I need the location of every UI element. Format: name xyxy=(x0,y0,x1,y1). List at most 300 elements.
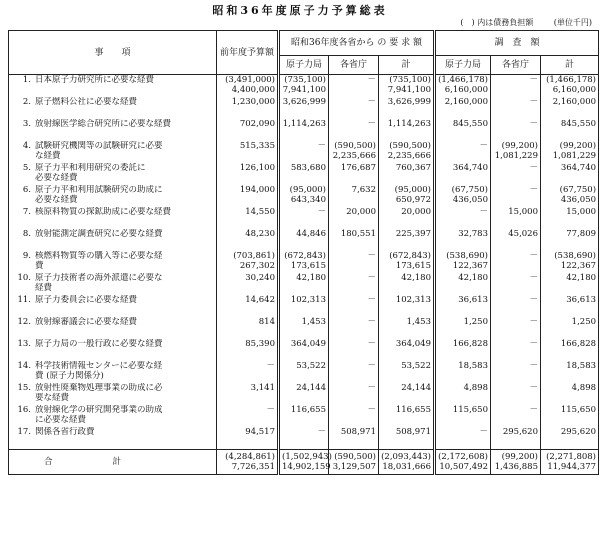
row-item xyxy=(9,405,217,427)
cell-r3 xyxy=(379,185,435,207)
cell-a1-line: 36,613 xyxy=(458,295,488,305)
cell-a3-line: (99,200) xyxy=(559,141,597,151)
cell-r3 xyxy=(379,207,435,229)
cell-a2-line: － xyxy=(529,185,538,195)
row-item-line: に必要な経費 xyxy=(35,415,87,425)
cell-r2-line: － xyxy=(367,295,376,305)
cell-a2-line: (99,200) xyxy=(501,141,538,151)
cell-prev-line: 515,335 xyxy=(239,141,275,151)
cell-a2-line: － xyxy=(529,339,538,349)
cell-a1 xyxy=(435,295,491,317)
cell-r1 xyxy=(279,405,329,427)
cell-r2 xyxy=(329,295,379,317)
cell-a1 xyxy=(435,427,491,450)
cell-a2 xyxy=(491,229,541,251)
cell-r1-line: 173,615 xyxy=(290,261,326,271)
row-item-line: な経費 xyxy=(35,151,61,161)
cell-a1 xyxy=(435,119,491,141)
cell-a2-line: 45,026 xyxy=(508,229,538,239)
row-item-text: 関係各省行政費 xyxy=(35,427,95,437)
total-a3-line: 11,944,377 xyxy=(547,462,597,472)
cell-a1-line: 122,367 xyxy=(452,261,488,271)
row-item-line xyxy=(11,317,214,327)
total-r2 xyxy=(329,450,379,475)
cell-r1-line: － xyxy=(317,427,326,437)
cell-prev-line: 194,000 xyxy=(239,185,275,195)
cell-r1 xyxy=(279,185,329,207)
row-item xyxy=(9,207,217,229)
cell-prev xyxy=(217,163,279,185)
row-item-text: 試験研究機関等の試験研究に必要 xyxy=(35,141,163,151)
table-row xyxy=(9,207,599,229)
row-item xyxy=(9,229,217,251)
cell-r2-line: 2,235,666 xyxy=(332,151,376,161)
row-item xyxy=(9,317,217,339)
cell-r3 xyxy=(379,251,435,273)
cell-r2 xyxy=(329,207,379,229)
cell-a3-line: 36,613 xyxy=(566,295,597,305)
total-prev xyxy=(217,450,279,475)
cell-a3-line: (67,750) xyxy=(559,185,597,195)
row-item xyxy=(9,75,217,98)
cell-a3-line: 364,740 xyxy=(560,163,597,173)
row-number: 13. xyxy=(17,339,31,349)
cell-r3 xyxy=(379,141,435,163)
cell-a1 xyxy=(435,185,491,207)
cell-r2-line: － xyxy=(367,383,376,393)
row-number: 16. xyxy=(17,405,31,415)
cell-r3 xyxy=(379,97,435,119)
row-item-line xyxy=(11,229,214,239)
cell-r1-line: 24,144 xyxy=(296,383,326,393)
total-r2-line: 3,129,507 xyxy=(332,462,376,472)
row-item-line xyxy=(11,273,214,283)
cell-a2 xyxy=(491,383,541,405)
row-item xyxy=(9,427,217,450)
cell-r3 xyxy=(379,361,435,383)
cell-r2-line: 180,551 xyxy=(340,229,376,239)
table-row xyxy=(9,251,599,273)
cell-a3 xyxy=(541,97,599,119)
cell-r1 xyxy=(279,383,329,405)
table-row xyxy=(9,317,599,339)
cell-r1 xyxy=(279,207,329,229)
cell-a1-line: 166,828 xyxy=(452,339,488,349)
cell-prev xyxy=(217,141,279,163)
cell-a1 xyxy=(435,405,491,427)
cell-a1-line: － xyxy=(479,207,488,217)
cell-r2 xyxy=(329,361,379,383)
row-item-text: 原子力平和利用試験研究の助成に xyxy=(35,185,163,195)
row-item-line xyxy=(11,361,214,371)
cell-a3-line: (1,466,178) xyxy=(546,75,597,85)
row-item-line xyxy=(11,163,214,173)
cell-r2-line: － xyxy=(367,273,376,283)
cell-r3 xyxy=(379,295,435,317)
cell-a1 xyxy=(435,317,491,339)
cell-a2 xyxy=(491,207,541,229)
cell-a1 xyxy=(435,383,491,405)
cell-r3-line: 1,114,263 xyxy=(387,119,431,129)
cell-prev-line: (3,491,000) xyxy=(225,75,275,85)
cell-prev xyxy=(217,75,279,98)
header-item: 事 項 xyxy=(9,31,217,75)
cell-a1-line: 2,160,000 xyxy=(444,97,488,107)
cell-prev-line: 30,240 xyxy=(245,273,275,283)
row-number: 15. xyxy=(17,383,31,393)
cell-r1 xyxy=(279,339,329,361)
cell-a2-line: － xyxy=(529,361,538,371)
total-r1-line: (1,502,943) xyxy=(282,452,332,462)
cell-r3-line: 508,971 xyxy=(395,427,431,437)
cell-r2-line: 20,000 xyxy=(346,207,376,217)
cell-r1 xyxy=(279,317,329,339)
cell-r3-line: 650,972 xyxy=(395,195,431,205)
row-item-text: 科学技術情報センターに必要な経 xyxy=(35,361,163,371)
cell-r2 xyxy=(329,317,379,339)
cell-r1-line: 42,180 xyxy=(296,273,326,283)
cell-r1-line: 44,846 xyxy=(296,229,326,239)
cell-r2 xyxy=(329,229,379,251)
cell-a3-line: 42,180 xyxy=(566,273,597,283)
row-item-text: 原子燃料公社に必要な経費 xyxy=(35,97,138,107)
cell-r2 xyxy=(329,141,379,163)
cell-r3-line: 1,453 xyxy=(406,317,431,327)
row-item-line: 費 xyxy=(35,261,44,271)
cell-r2 xyxy=(329,383,379,405)
cell-a3-line: 436,050 xyxy=(560,195,597,205)
cell-a2 xyxy=(491,163,541,185)
cell-a3-line: 115,650 xyxy=(560,405,597,415)
cell-a2 xyxy=(491,251,541,273)
row-item-line xyxy=(11,383,214,393)
cell-r1-line: 7,941,100 xyxy=(282,85,326,95)
cell-a1 xyxy=(435,273,491,295)
cell-r3-line: 760,367 xyxy=(395,163,431,173)
row-item-line xyxy=(11,405,214,415)
row-item xyxy=(9,339,217,361)
cell-r3-line: 102,313 xyxy=(395,295,431,305)
total-a1 xyxy=(435,450,491,475)
row-number: 1. xyxy=(22,75,31,85)
cell-r3-line: 2,235,666 xyxy=(387,151,431,161)
cell-a2-line: － xyxy=(529,251,538,261)
total-r3-line: (2,093,443) xyxy=(381,452,431,462)
cell-a3 xyxy=(541,427,599,450)
cell-prev xyxy=(217,229,279,251)
cell-r3-line: 24,144 xyxy=(401,383,431,393)
cell-a1-line: 32,783 xyxy=(458,229,488,239)
header-prev-budget: 前年度予算額 xyxy=(217,31,279,75)
header-request-group: 昭和36年度各省から の 要 求 額 xyxy=(279,31,435,56)
row-item xyxy=(9,119,217,141)
cell-prev-line: 267,302 xyxy=(239,261,275,271)
row-item-text: 原子力委員会に必要な経費 xyxy=(35,295,138,305)
cell-a3-line: 15,000 xyxy=(566,207,597,217)
row-item xyxy=(9,141,217,163)
row-number: 6. xyxy=(22,185,31,195)
document-title: 昭和36年度原子力予算総表 xyxy=(212,4,388,17)
cell-prev xyxy=(217,339,279,361)
row-item xyxy=(9,273,217,295)
row-item-text: 原子力平和利用研究の委託に xyxy=(35,163,146,173)
total-a2-line: (99,200) xyxy=(501,452,538,462)
cell-r1-line: 102,313 xyxy=(290,295,326,305)
cell-r1-line: － xyxy=(317,207,326,217)
cell-r3 xyxy=(379,163,435,185)
cell-r1 xyxy=(279,273,329,295)
cell-r1 xyxy=(279,97,329,119)
cell-r1 xyxy=(279,229,329,251)
cell-prev-line: 85,390 xyxy=(245,339,275,349)
cell-r3-line: 364,049 xyxy=(395,339,431,349)
header-req-genshiryoku: 原子力局 xyxy=(279,56,329,75)
cell-a2 xyxy=(491,339,541,361)
cell-r1-line: 643,340 xyxy=(290,195,326,205)
cell-a2 xyxy=(491,405,541,427)
budget-table xyxy=(8,30,599,475)
cell-r2 xyxy=(329,97,379,119)
cell-a3-line: 1,081,229 xyxy=(552,151,597,161)
table-row xyxy=(9,141,599,163)
header-adj-kakusho: 各省庁 xyxy=(491,56,541,75)
cell-prev xyxy=(217,317,279,339)
cell-a2-line: － xyxy=(529,163,538,173)
cell-a2 xyxy=(491,427,541,450)
table-row xyxy=(9,163,599,185)
cell-r2-line: － xyxy=(367,119,376,129)
row-item-line xyxy=(11,427,214,437)
header-adj-total: 計 xyxy=(541,56,599,75)
row-item-text: 核原料物質の探鉱助成に必要な経費 xyxy=(35,207,172,217)
cell-r1-line: (672,843) xyxy=(284,251,326,261)
row-item-text: 放射性廃棄物処理事業の助成に必 xyxy=(35,383,163,393)
cell-r3-line: 20,000 xyxy=(401,207,431,217)
cell-r1 xyxy=(279,295,329,317)
cell-a1-line: － xyxy=(479,141,488,151)
row-item-line xyxy=(11,207,214,217)
cell-a3 xyxy=(541,207,599,229)
cell-a2 xyxy=(491,75,541,98)
row-item-line xyxy=(11,251,214,261)
cell-r2-line: － xyxy=(367,339,376,349)
cell-a3 xyxy=(541,339,599,361)
row-item-line: 費 (原子力関係分) xyxy=(35,371,104,381)
cell-a2 xyxy=(491,273,541,295)
cell-a1-line: 4,898 xyxy=(463,383,488,393)
cell-r1-line: 116,655 xyxy=(290,405,326,415)
cell-r2 xyxy=(329,273,379,295)
cell-a3 xyxy=(541,141,599,163)
row-item-line xyxy=(11,141,214,151)
total-r1 xyxy=(279,450,332,475)
cell-r3-line: 7,941,100 xyxy=(387,85,431,95)
row-number: 10. xyxy=(17,273,31,283)
cell-r1-line: (95,000) xyxy=(289,185,326,195)
cell-a2-line: － xyxy=(529,75,538,85)
cell-prev xyxy=(217,97,279,119)
row-item xyxy=(9,383,217,405)
cell-prev xyxy=(217,405,279,427)
cell-r3 xyxy=(379,75,435,98)
cell-r1 xyxy=(279,119,329,141)
cell-prev xyxy=(217,119,279,141)
row-number: 8. xyxy=(22,229,31,239)
cell-prev-line: 702,090 xyxy=(239,119,275,129)
row-number: 3. xyxy=(22,119,31,129)
header-req-total: 計 xyxy=(379,56,435,75)
cell-r3 xyxy=(379,339,435,361)
cell-r2 xyxy=(329,339,379,361)
table-row xyxy=(9,185,599,207)
table-row xyxy=(9,405,599,427)
cell-a3 xyxy=(541,185,599,207)
row-number: 12. xyxy=(17,317,31,327)
row-item-line: 要な経費 xyxy=(35,393,70,403)
cell-a3 xyxy=(541,163,599,185)
cell-r3 xyxy=(379,427,435,450)
row-item-text: 放射能測定調査研究に必要な経費 xyxy=(35,229,163,239)
cell-prev xyxy=(217,295,279,317)
total-r3-line: 18,031,666 xyxy=(382,462,431,472)
cell-a3 xyxy=(541,361,599,383)
cell-r2-line: 7,632 xyxy=(351,185,376,195)
total-a1-line: (2,172,608) xyxy=(438,452,488,462)
table-row xyxy=(9,119,599,141)
row-item-line: 必要な経費 xyxy=(35,173,78,183)
total-a2 xyxy=(491,450,541,475)
table-row xyxy=(9,75,599,98)
cell-a1-line: 42,180 xyxy=(458,273,488,283)
cell-r1 xyxy=(279,251,329,273)
cell-a3-line: 77,809 xyxy=(566,229,597,239)
cell-a1-line: 18,583 xyxy=(458,361,488,371)
cell-r2-line: － xyxy=(367,75,376,85)
cell-r3-line: (95,000) xyxy=(394,185,431,195)
table-row xyxy=(9,383,599,405)
total-r3 xyxy=(379,450,435,475)
cell-a1 xyxy=(435,141,491,163)
row-item xyxy=(9,361,217,383)
table-note xyxy=(460,17,592,28)
total-r1-line: 14,902,159 xyxy=(282,462,331,472)
cell-prev xyxy=(217,383,279,405)
row-item-line xyxy=(11,185,214,195)
cell-r3 xyxy=(379,229,435,251)
row-item-line xyxy=(11,339,214,349)
total-a2-line: 1,436,885 xyxy=(494,462,538,472)
row-number: 9. xyxy=(22,251,31,261)
cell-a1 xyxy=(435,339,491,361)
header-adjust-group: 調 査 額 xyxy=(435,31,599,56)
cell-a2 xyxy=(491,141,541,163)
cell-prev xyxy=(217,251,279,273)
row-number: 7. xyxy=(22,207,31,217)
cell-a3 xyxy=(541,317,599,339)
cell-a3 xyxy=(541,119,599,141)
cell-a2-line: － xyxy=(529,97,538,107)
cell-a1-line: 436,050 xyxy=(452,195,488,205)
cell-a1-line: (538,690) xyxy=(446,251,488,261)
cell-a3-line: 4,898 xyxy=(571,383,597,393)
cell-prev-line: 3,141 xyxy=(250,383,275,393)
cell-a3 xyxy=(541,229,599,251)
cell-r3-line: (590,500) xyxy=(389,141,431,151)
cell-r2-line: － xyxy=(367,405,376,415)
cell-prev xyxy=(217,273,279,295)
table-row xyxy=(9,295,599,317)
cell-prev-line: 14,642 xyxy=(245,295,275,305)
cell-a2-line: － xyxy=(529,405,538,415)
cell-prev-line: － xyxy=(266,361,275,371)
cell-r3-line: (735,100) xyxy=(389,75,431,85)
table-row xyxy=(9,273,599,295)
cell-a1 xyxy=(435,229,491,251)
row-item xyxy=(9,185,217,207)
cell-r2 xyxy=(329,251,379,273)
cell-r3-line: 42,180 xyxy=(401,273,431,283)
cell-a2 xyxy=(491,317,541,339)
row-number: 4. xyxy=(22,141,31,151)
cell-a3-line: 295,620 xyxy=(560,427,597,437)
row-item-line xyxy=(11,75,214,85)
cell-a1-line: 1,250 xyxy=(463,317,488,327)
cell-a1-line: (67,750) xyxy=(451,185,488,195)
cell-a3-line: 122,367 xyxy=(560,261,597,271)
cell-a3 xyxy=(541,75,599,98)
table-row xyxy=(9,361,599,383)
cell-a2-line: － xyxy=(529,383,538,393)
header-adj-genshiryoku: 原子力局 xyxy=(435,56,491,75)
cell-prev-line: 4,400,000 xyxy=(231,85,275,95)
row-item xyxy=(9,251,217,273)
cell-a2-line: － xyxy=(529,273,538,283)
table-row xyxy=(9,339,599,361)
row-item-line xyxy=(11,295,214,305)
cell-a3-line: (538,690) xyxy=(554,251,597,261)
cell-r1 xyxy=(279,75,329,98)
table-row xyxy=(9,229,599,251)
cell-a2-line: 15,000 xyxy=(508,207,538,217)
cell-prev-line: 1,230,000 xyxy=(231,97,275,107)
cell-r3 xyxy=(379,383,435,405)
cell-a2 xyxy=(491,185,541,207)
cell-prev-line: 94,517 xyxy=(245,427,275,437)
table-row xyxy=(9,97,599,119)
total-a3 xyxy=(541,450,599,475)
cell-r2 xyxy=(329,405,379,427)
cell-a2-line: － xyxy=(529,317,538,327)
cell-a2-line: 1,081,229 xyxy=(494,151,538,161)
cell-r2-line: － xyxy=(367,97,376,107)
cell-a3-line: 1,250 xyxy=(571,317,597,327)
row-item xyxy=(9,295,217,317)
cell-a2 xyxy=(491,119,541,141)
cell-r1 xyxy=(279,141,329,163)
total-prev-line: 7,726,351 xyxy=(231,462,275,472)
cell-a1-line: 6,160,000 xyxy=(444,85,488,95)
cell-r2 xyxy=(329,119,379,141)
cell-a3 xyxy=(541,405,599,427)
cell-r2 xyxy=(329,185,379,207)
row-item-text: 原子力技術者の海外派遣に必要な xyxy=(35,273,163,283)
cell-prev xyxy=(217,185,279,207)
cell-a1 xyxy=(435,361,491,383)
row-number: 14. xyxy=(17,361,31,371)
total-a3-line: (2,271,808) xyxy=(546,452,597,462)
row-item-text: 放射線医学総合研究所に必要な経費 xyxy=(35,119,172,129)
cell-prev xyxy=(217,361,279,383)
